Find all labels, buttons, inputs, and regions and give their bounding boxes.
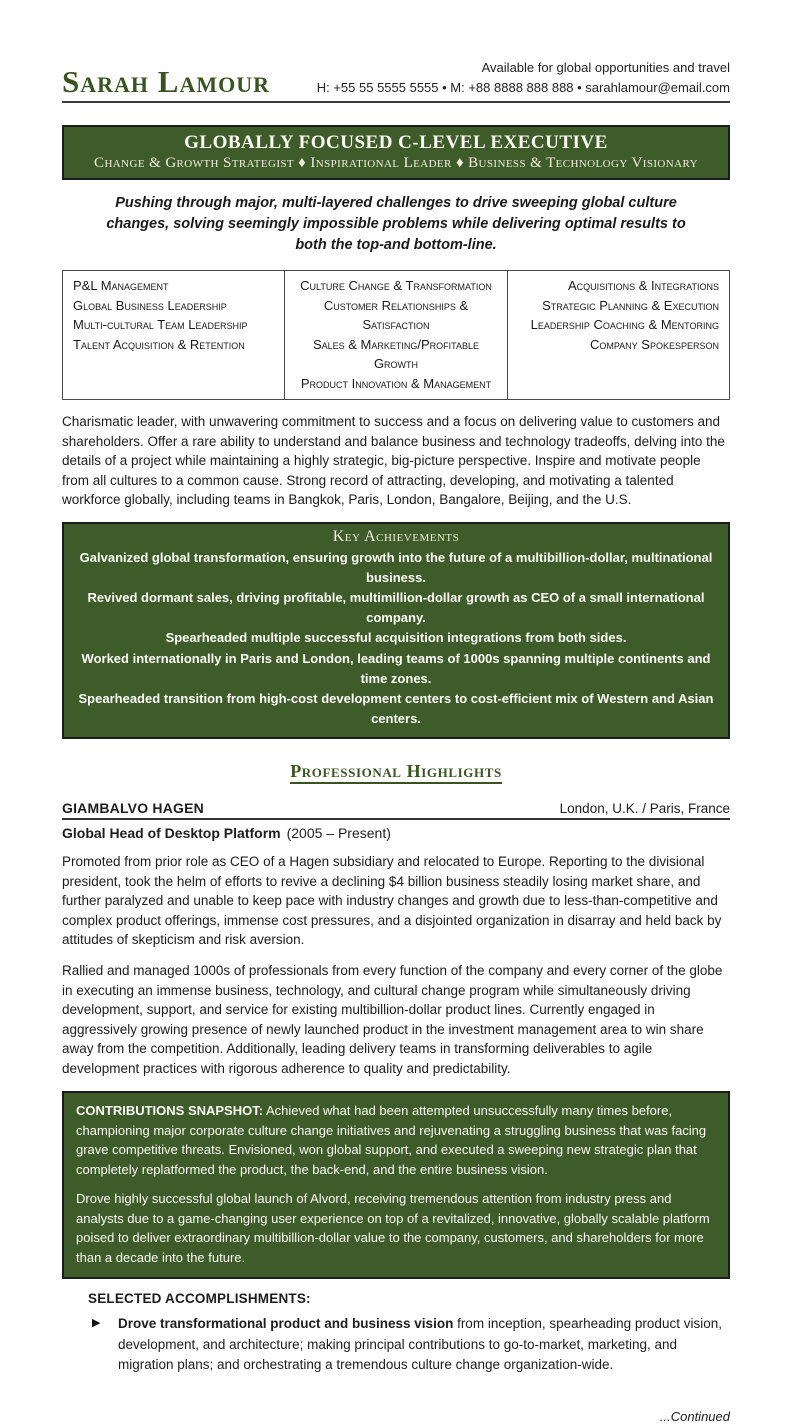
skill-item: P&L Management: [73, 278, 169, 294]
accomplishment-rest: from inception, spearheading product vision, development, and architecture; making principal contributions to go-to-market, marketing, and migration plans; and orchestrating a tremendous culture change organization-wide.: [118, 1316, 722, 1372]
key-achievement: Galvanized global transformation, ensuring growth into the future of a multibillion-dollar, multinational business.: [79, 549, 713, 585]
key-achievements-box: [62, 522, 730, 739]
skill-item: Multi-cultural Team Leadership: [73, 317, 248, 333]
accomplishment-item: [88, 1314, 730, 1375]
continued-note: ...Continued: [659, 1409, 730, 1424]
skill-item: Product Innovation & Management: [300, 375, 492, 391]
header: [62, 58, 730, 103]
skill-item: Acquisitions & Integrations: [567, 278, 719, 294]
job-paragraph: Rallied and managed 1000s of professionals from every function of the company and every corner of the globe in executing an immense business, technology, and cultural change program while simultaneously driving development, support, and service for existing multibillion-dollar product lines. Currently engaged in aggressively growing presence of newly launched product in the investment management area to win share away from the competition. Additionally, leading delivery teams in transforming deliverables to agile development practices with rigorous adherence to quality and predictability.: [62, 962, 723, 1076]
skills-table: [62, 270, 730, 400]
section-heading-professional-highlights: Professional Highlights: [62, 761, 730, 782]
role-line: [62, 825, 730, 841]
skill-item: Culture Change & Transformation: [300, 278, 492, 294]
snapshot-text: Achieved what had been attempted unsuccessfully many times before, championing major corporate culture change initiatives and rejuvenating a struggling business that was facing grave competitive threats. Envisioned, won global support, and executed a sweeping new strategic plan that completely replatformed the product, the back-end, and the entire business vision.: [76, 1103, 707, 1177]
accomplishment-text: [118, 1314, 730, 1375]
contact-line: H: +55 55 5555 5555 • M: +88 8888 888 888 • sarahlamour@email.com: [316, 79, 730, 95]
key-achievement: Spearheaded transition from high-cost development centers to cost-efficient mix of Western and Asian centers.: [78, 690, 714, 726]
company-name: GIAMBALVO HAGEN: [62, 800, 204, 817]
key-achievement: Spearheaded multiple successful acquisition integrations from both sides.: [165, 630, 627, 646]
banner-title: GLOBALLY FOCUSED C-LEVEL EXECUTIVE: [184, 132, 608, 153]
title-banner: [62, 125, 730, 180]
role-title: Global Head of Desktop Platform: [62, 825, 281, 842]
skill-item: Strategic Planning & Execution: [542, 297, 719, 313]
availability-line: Available for global opportunities and travel: [481, 60, 730, 75]
key-achievement: Revived dormant sales, driving profitable, multimillion-dollar growth as CEO of a small international company.: [87, 590, 705, 626]
banner-subtitle: Change & Growth Strategist ♦ Inspirational Leader ♦ Business & Technology Visionary: [94, 155, 698, 171]
skills-column-2: [284, 271, 506, 399]
skills-column-3: [507, 271, 729, 399]
key-achievements-title: Key Achievements: [332, 527, 460, 545]
snapshot-paragraph: Drove highly successful global launch of Alvord, receiving tremendous attention from industry press and analysts due to a game-changing user experience on top of a revitalized, innovative, globally scalable platform poised to deliver extraordinary multibillion-dollar value to the company, customers, and shareholders for more than a decade into the future.: [76, 1191, 710, 1265]
job-location: London, U.K. / Paris, France: [559, 801, 730, 817]
snapshot-label: CONTRIBUTIONS SNAPSHOT:: [76, 1103, 264, 1119]
triangle-bullet-icon: ▶: [92, 1317, 101, 1330]
job-header: [62, 800, 730, 820]
candidate-name: Sarah Lamour: [62, 64, 270, 99]
skill-item: Customer Relationships & Satisfaction: [323, 297, 469, 333]
skills-column-1: [63, 271, 284, 399]
contact-block: [317, 58, 730, 97]
skill-item: Global Business Leadership: [73, 297, 227, 313]
key-achievement: Worked internationally in Paris and London, leading teams of 1000s spanning multiple continents and time zones.: [81, 650, 711, 686]
role-dates: (2005 – Present): [286, 825, 391, 842]
contributions-snapshot-box: [62, 1091, 730, 1279]
accomplishment-lead: Drove transformational product and business vision: [118, 1316, 454, 1332]
summary-paragraph: Charismatic leader, with unwavering commitment to success and a focus on delivering value to customers and shareholders. Offer a rare ability to understand and balance business and technology tradeoffs, delving into the details of a project while maintaining a highly strategic, big-picture perspective. Inspire and motivate people from all cultures to a common cause. Strong record of attracting, developing, and motivating a talented workforce globally, including teams in Bangkok, Paris, London, Bangalore, Beijing, and the U.S.: [62, 414, 725, 508]
skill-item: Sales & Marketing/Profitable Growth: [312, 336, 480, 372]
accomplishments-heading: SELECTED ACCOMPLISHMENTS:: [88, 1291, 311, 1307]
skill-item: Leadership Coaching & Mentoring: [530, 317, 719, 333]
snapshot-paragraph: [76, 1101, 716, 1179]
skill-item: Talent Acquisition & Retention: [73, 336, 245, 352]
tagline: Pushing through major, multi-layered challenges to drive sweeping global culture changes, solving seemingly impossible problems while delivering optimal results to both the top-and bottom-line.: [106, 195, 686, 254]
selected-accomplishments: [62, 1291, 730, 1375]
job-paragraph: Promoted from prior role as CEO of a Hagen subsidiary and relocated to Europe. Reporting to the divisional president, took the helm of efforts to revive a declining $4 billion business steadily losing market share, and further paralyzed and unable to keep pace with industry changes and growth due to less-than-competitive and complex product offerings, immense cost pressures, and a disjointed organization in disarray and held back by attitudes of skepticism and risk aversion.: [62, 854, 722, 948]
skill-item: Company Spokesperson: [589, 336, 719, 352]
